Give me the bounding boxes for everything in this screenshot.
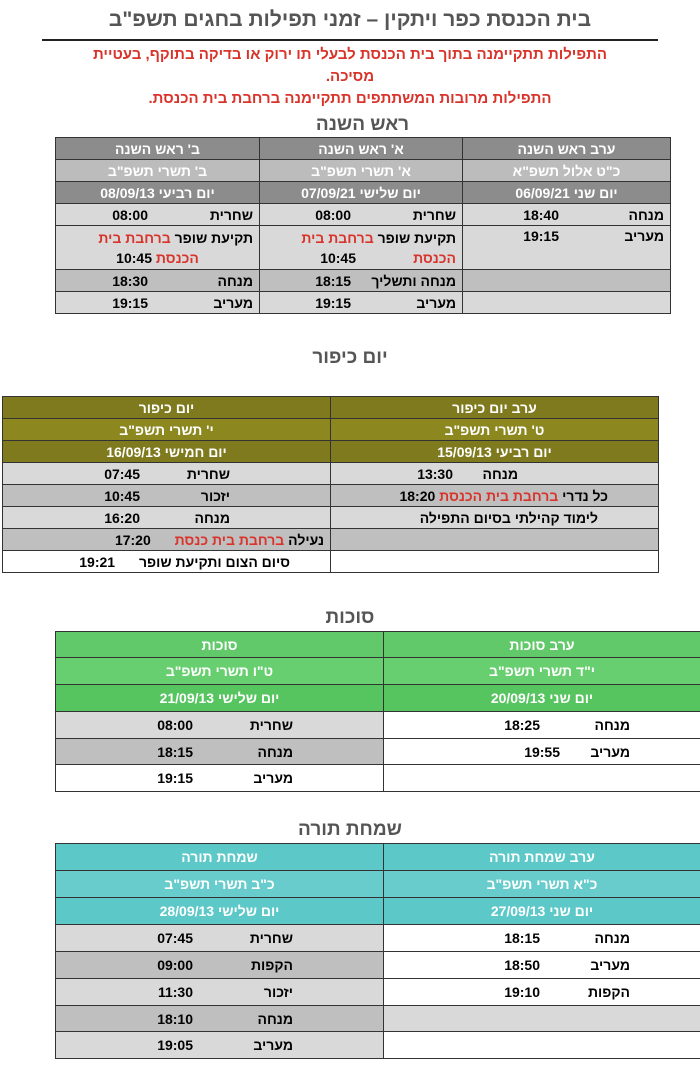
prayer-label: כל נדרי [562,487,608,504]
prayer-label: שחרית [412,206,456,223]
prayer-time: 17:20 [114,531,151,548]
day-date: יום שני 06/09/21 [463,182,671,204]
location-note: ברחבת בית הכנסת [439,487,559,504]
schedule-cell [463,226,671,270]
prayer-time: 18:30 [112,272,148,289]
schedule-cell [463,204,671,226]
schedule-cell [260,270,463,292]
schedule-cell [3,529,331,551]
table-row [56,979,700,1006]
schedule-cell [384,925,700,952]
schedule-cell-empty [331,529,659,551]
col-header: ב' ראש השנה [56,138,260,160]
hebrew-date: ט"ו תשרי תשפ"ב [56,658,384,685]
schedule-cell [3,463,331,485]
prayer-time: 19:15 [315,294,351,311]
schedule-cell [384,739,700,765]
prayer-time: 18:50 [504,957,540,973]
schedule-cell [56,925,384,952]
table-row [3,463,659,485]
prayer-label: מנחה [594,717,630,733]
hebrew-date: י"ד תשרי תשפ"ב [384,658,700,685]
hebrew-date: כ"א תשרי תשפ"ב [384,871,700,898]
prayer-time: 18:15 [504,930,540,946]
location-note: ברחבת בית [301,229,374,246]
col-header: ערב ראש השנה [463,138,671,160]
day-date: יום חמישי 16/09/13 [3,441,331,463]
schedule-cell [56,1032,384,1059]
rosh-hashana-table [55,137,671,314]
schedule-cell [384,952,700,979]
prayer-label: תקיעת שופר [377,229,456,246]
table-row [56,632,700,658]
col-header: שמחת תורה [56,844,384,871]
col-header: א' ראש השנה [260,138,463,160]
prayer-time: 10:45 [116,249,152,266]
simchat-torah-table [55,843,700,1059]
prayer-label: תקיעת שופר [174,229,253,246]
schedule-cell [3,507,331,529]
schedule-cell-empty [384,1032,700,1059]
prayer-time: 10:45 [104,487,140,504]
prayer-time: 08:00 [315,206,351,223]
table-row [56,160,671,182]
prayer-time: 08:00 [157,717,193,733]
sukkot-table [55,631,700,792]
prayer-time: 13:30 [417,465,453,482]
schedule-cell [260,204,463,226]
prayer-label: מעריב [253,770,293,786]
prayer-label: מנחה ותשליך [371,272,456,289]
prayer-label: מעריב [416,294,456,311]
schedule-cell [331,485,659,507]
section-title-yom-kippur: יום כיפור [312,347,388,368]
schedule-cell [56,952,384,979]
prayer-label: שחרית [249,717,293,733]
hebrew-date: כ"ב תשרי תשפ"ב [56,871,384,898]
table-row [56,925,700,952]
location-note: ברחבת בית כנסת [174,531,285,548]
prayer-time: 18:10 [157,1010,193,1027]
prayer-time: 11:30 [157,984,193,1000]
schedule-cell-empty [463,292,671,314]
hebrew-date: א' תשרי תשפ"ב [260,160,463,182]
prayer-time: 16:20 [104,509,140,526]
prayer-label: נעילה [288,531,324,548]
schedule-cell [56,765,384,792]
notice-line-2: מסיכה. [325,68,375,85]
schedule-cell [56,292,260,314]
prayer-label: מעריב [213,294,253,311]
prayer-label: מנחה [217,272,253,289]
prayer-label: סיום הצום ותקיעת שופר [138,553,290,570]
schedule-cell [56,712,384,739]
day-date: יום שני 20/09/13 [384,685,700,712]
title-divider [42,39,658,41]
schedule-cell [331,463,659,485]
notice-line-1: התפילות תתקיימנה בתוך בית הכנסת לבעלי תו ירוק או בדיקה בתוקף, בעטיית [92,46,608,63]
table-row [56,292,671,314]
schedule-cell-empty [384,765,700,792]
prayer-label: מעריב [590,957,630,973]
location-note: ברחבת בית [98,229,171,246]
prayer-time: 18:25 [504,717,540,733]
day-date: יום רביעי 15/09/13 [331,441,659,463]
table-row [56,844,700,871]
page-title: בית הכנסת כפר ויתקין – זמני תפילות בחגים תשפ"ב [108,8,592,31]
prayer-time: 19:10 [504,984,540,1000]
table-row [56,138,671,160]
table-row [56,1032,700,1059]
table-row [3,551,659,573]
col-header: ערב שמחת תורה [384,844,700,871]
prayer-time: 18:15 [157,743,193,760]
table-row [3,529,659,551]
section-title-rosh-hashana: ראש השנה [315,114,410,135]
table-row [56,898,700,925]
prayer-time: 19:05 [157,1037,193,1053]
prayer-label: מנחה [257,743,293,760]
table-row [56,270,671,292]
prayer-time: 18:15 [315,272,351,289]
prayer-label: שחרית [186,465,230,482]
col-header: ערב סוכות [384,632,700,658]
schedule-cell-empty [331,551,659,573]
day-date: יום שלישי 07/09/21 [260,182,463,204]
schedule-cell [56,270,260,292]
table-row [3,441,659,463]
prayer-label: הקפות [587,984,630,1000]
prayer-time: 19:15 [157,770,193,786]
prayer-label: מנחה [194,509,230,526]
table-row [3,419,659,441]
table-row [3,485,659,507]
schedule-cell [384,712,700,739]
section-title-simchat-torah: שמחת תורה [298,819,402,840]
day-date: יום שני 27/09/13 [384,898,700,925]
day-date: יום שלישי 21/09/13 [56,685,384,712]
table-row [56,685,700,712]
prayer-label: מנחה [628,206,664,223]
prayer-label: יזכור [263,984,293,1000]
table-row [56,204,671,226]
prayer-time: 07:45 [104,465,140,482]
table-row [56,765,700,792]
col-header: יום כיפור [3,397,331,419]
day-date: יום שלישי 28/09/13 [56,898,384,925]
notice-line-3: התפילות מרובות המשתתפים תתקיימנה ברחבת בית הכנסת. [148,90,552,107]
prayer-label: לימוד קהילתי בסיום התפילה [419,509,598,526]
schedule-cell [331,507,659,529]
prayer-label: מנחה [482,465,518,482]
schedule-cell [384,979,700,1006]
table-row [3,507,659,529]
location-note: הכנסת [413,249,456,266]
schedule-cell [3,485,331,507]
prayer-label: מנחה [594,930,630,946]
table-row [56,1006,700,1032]
prayer-time: 18:20 [399,487,436,504]
schedule-cell [56,226,260,270]
table-row [56,739,700,765]
hebrew-date: י' תשרי תשפ"ב [3,419,331,441]
prayer-label: הקפות [250,957,293,973]
schedule-cell [56,739,384,765]
hebrew-date: כ"ט אלול תשפ"א [463,160,671,182]
schedule-cell [56,979,384,1006]
prayer-label: מנחה [257,1010,293,1027]
col-header: סוכות [56,632,384,658]
schedule-cell [56,204,260,226]
schedule-cell [56,1006,384,1032]
prayer-time: 19:21 [79,553,116,570]
table-row [56,712,700,739]
prayer-time: 10:45 [320,249,356,266]
prayer-time: 19:15 [112,294,148,311]
schedule-cell [260,292,463,314]
prayer-time: 08:00 [112,206,148,223]
table-row [56,226,671,270]
prayer-label: מעריב [590,743,630,760]
table-row [56,871,700,898]
prayer-time: 09:00 [157,957,193,973]
prayer-label: מעריב [624,228,664,244]
prayer-time: 19:55 [524,743,560,760]
table-row [56,658,700,685]
yom-kippur-table [2,396,659,573]
schedule-cell [260,226,463,270]
schedule-cell-empty [384,1006,700,1032]
prayer-label: יזכור [200,487,230,504]
col-header: ערב יום כיפור [331,397,659,419]
prayer-label: מעריב [253,1037,293,1053]
schedule-cell [3,551,331,573]
table-row [56,952,700,979]
hebrew-date: ב' תשרי תשפ"ב [56,160,260,182]
prayer-time: 18:40 [523,206,559,223]
section-title-sukkot: סוכות [325,607,375,628]
prayer-label: שחרית [209,206,253,223]
schedule-cell-empty [463,270,671,292]
table-row [56,182,671,204]
location-note: הכנסת [155,249,199,266]
table-row [3,397,659,419]
prayer-label: שחרית [249,930,293,946]
prayer-time: 07:45 [157,930,193,946]
prayer-time: 19:15 [523,228,559,244]
hebrew-date: ט' תשרי תשפ"ב [331,419,659,441]
day-date: יום רביעי 08/09/13 [56,182,260,204]
